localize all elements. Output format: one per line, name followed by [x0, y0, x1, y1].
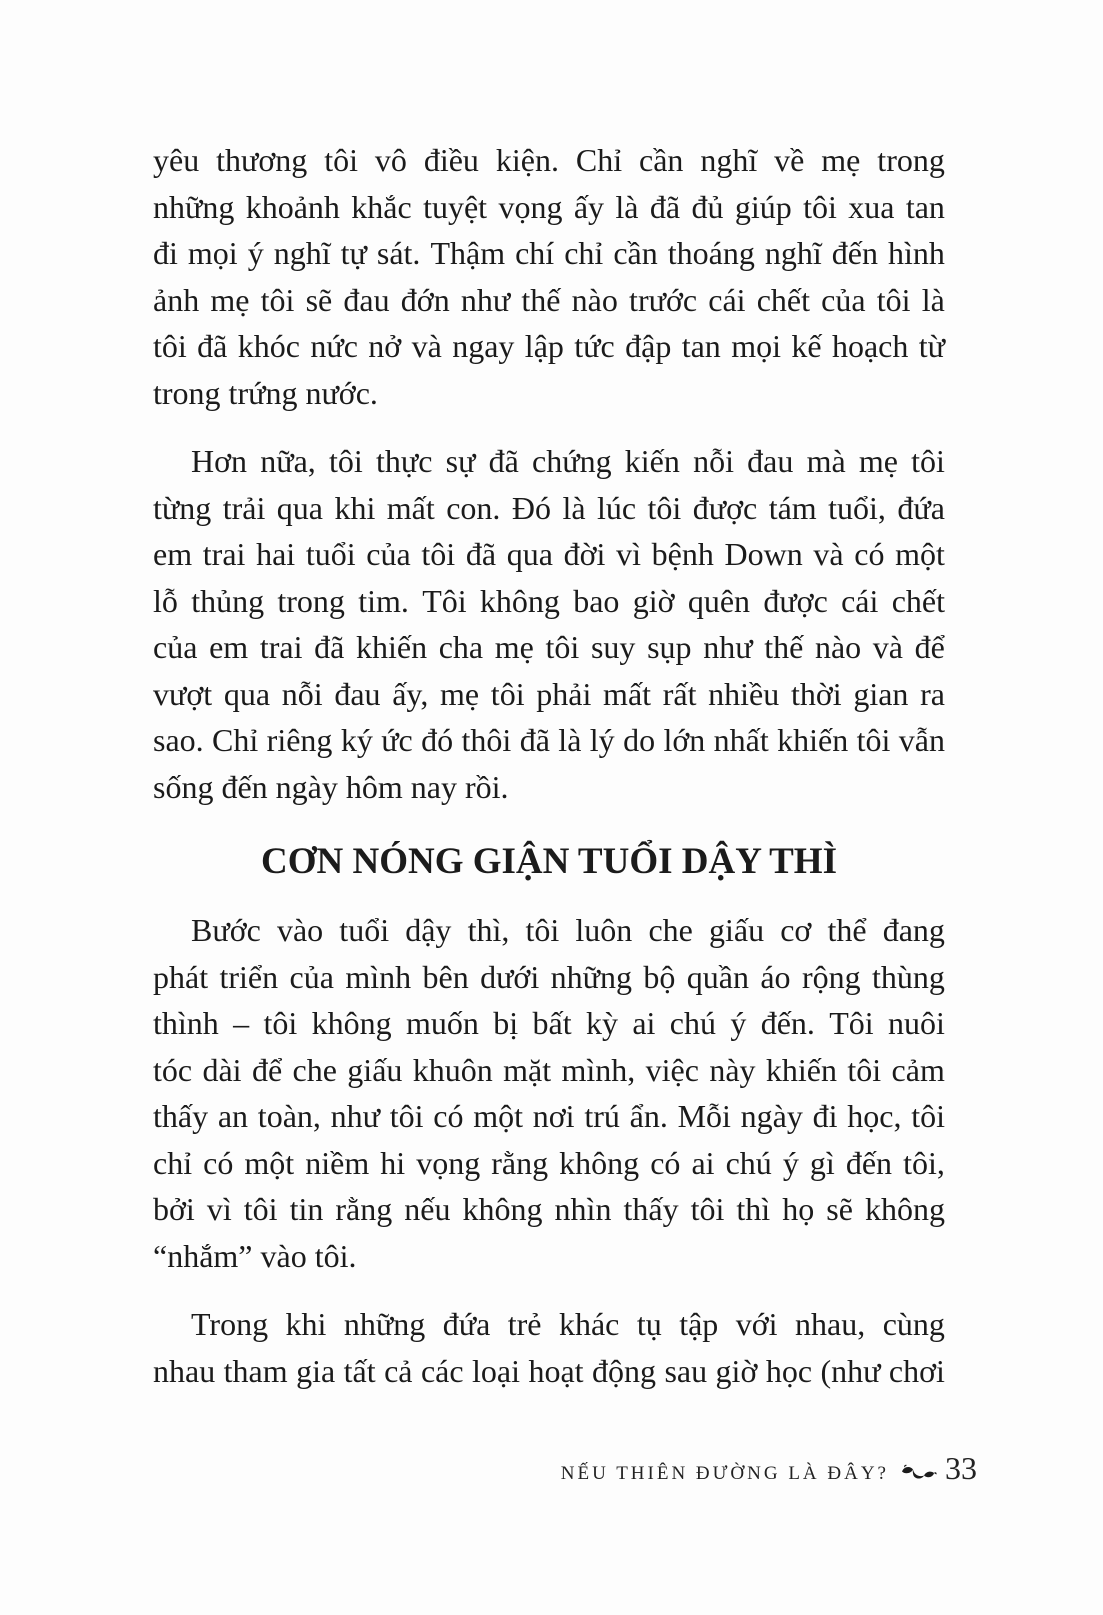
text-line: ảnh mẹ tôi sẽ đau đớn như thế nào trước cái chết của tôi là: [153, 281, 945, 318]
text-line: thấy an toàn, như tôi có một nơi trú ẩn. Mỗi ngày đi học, tôi: [153, 1098, 945, 1134]
page-number: 33: [945, 1450, 977, 1486]
text-line: sao. Chỉ riêng ký ức đó thôi đã là lý do lớn nhất khiến tôi vẫn: [153, 722, 945, 758]
text-line: em trai hai tuổi của tôi đã qua đời vì bệnh Down và có một: [153, 536, 945, 572]
running-footer: [561, 1450, 977, 1487]
text-line: lỗ thủng trong tim. Tôi không bao giờ quên được cái chết: [153, 582, 945, 619]
footer-book-title: NẾU THIÊN ĐƯỜNG LÀ ĐÂY?: [560, 1463, 889, 1484]
text-line: những khoảnh khắc tuyệt vọng ấy là đã đủ giúp tôi xua tan: [153, 188, 945, 225]
text-line: từng trải qua khi mất con. Đó là lúc tôi được tám tuổi, đứa: [153, 489, 945, 526]
text-line: đi mọi ý nghĩ tự sát. Thậm chí chỉ cần thoáng nghĩ đến hình: [153, 235, 945, 271]
text-line: Trong khi những đứa trẻ khác tụ tập với nhau, cùng: [191, 1306, 945, 1342]
paragraph: [153, 137, 945, 416]
section-heading: CƠN NÓNG GIẬN TUỔI DẬY THÌ: [261, 841, 837, 882]
text-line: Hơn nữa, tôi thực sự đã chứng kiến nỗi đau mà mẹ tôi: [191, 443, 945, 479]
text-line: tôi đã khóc nức nở và ngay lập tức đập tan mọi kế hoạch từ: [153, 328, 945, 364]
paragraph: [153, 1301, 945, 1394]
paragraph: [153, 907, 945, 1279]
text-line: trong trứng nước.: [153, 374, 378, 411]
text-line: bởi vì tôi tin rằng nếu không nhìn thấy tôi thì họ sẽ không: [153, 1191, 945, 1227]
text-line: chỉ có một niềm hi vọng rằng không có ai chú ý gì đến tôi,: [153, 1144, 945, 1181]
paragraph: [153, 438, 945, 810]
text-line: vượt qua nỗi đau ấy, mẹ tôi phải mất rất nhiều thời gian ra: [153, 675, 945, 712]
fleuron-icon: [899, 1464, 937, 1480]
page-text: [153, 137, 945, 1416]
text-line: tóc dài để che giấu khuôn mặt mình, việc này khiến tôi cảm: [153, 1051, 945, 1088]
text-line: nhau tham gia tất cả các loại hoạt động sau giờ học (như chơi: [153, 1352, 945, 1389]
text-line: của em trai đã khiến cha mẹ tôi suy sụp như thế nào và để: [153, 629, 945, 665]
text-line: “nhắm” vào tôi.: [153, 1237, 357, 1274]
text-line: yêu thương tôi vô điều kiện. Chỉ cần nghĩ về mẹ trong: [153, 142, 945, 178]
text-line: sống đến ngày hôm nay rồi.: [153, 768, 509, 805]
text-line: Bước vào tuổi dậy thì, tôi luôn che giấu cơ thể đang: [191, 912, 945, 948]
text-line: phát triển của mình bên dưới những bộ quần áo rộng thùng: [153, 958, 945, 995]
text-line: thình – tôi không muốn bị bất kỳ ai chú ý đến. Tôi nuôi: [153, 1005, 945, 1041]
